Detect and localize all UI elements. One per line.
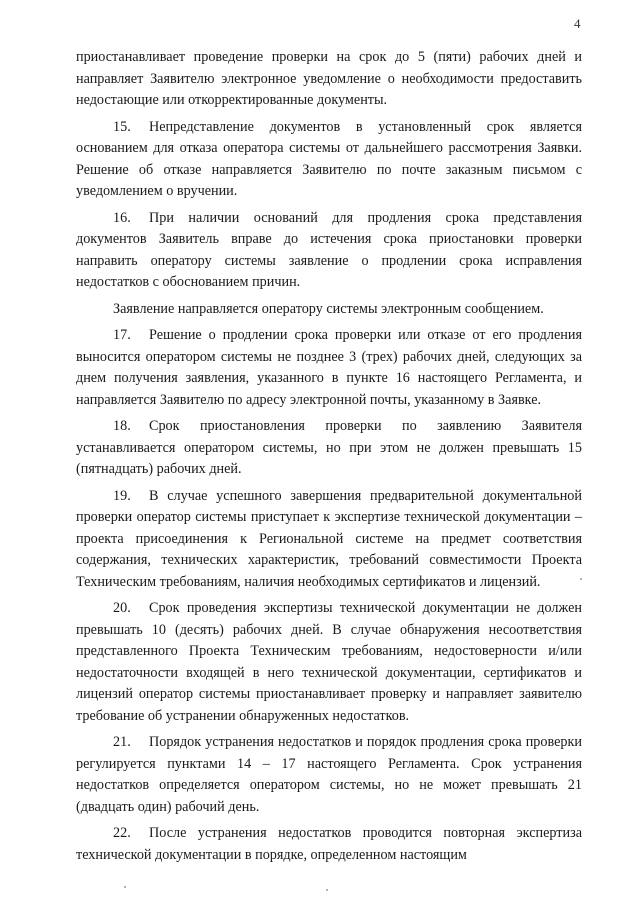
paragraph-text: В случае успешного завершения предварительной документальной проверки оператор системы приступает к экспертизе технической документации – проекта присоединения к Региональной системе на предмет соответствия содержания, технических характеристик, требований совместимости Проекта Техническим требованиям, наличия необходимых сертификатов и лицензий. <box>76 487 582 590</box>
paragraph-number: 15. <box>113 118 131 135</box>
paragraph-text: Порядок устранения недостатков и порядок продления срока проверки регулируется пунктами 14 – 17 настоящего Регламента. Срок устранения недостатков определяется оператором системы, но не может превышать 21 (двадцать один) рабочий день. <box>76 734 582 815</box>
paragraph-text: После устранения недостатков проводится повторная экспертиза технической документации в порядке, определенном настоящим <box>76 825 582 863</box>
paragraph-number: 20. <box>113 600 131 616</box>
scan-speck <box>124 886 126 888</box>
paragraph-text: Заявление направляется оператору системы электронным сообщением. <box>113 300 544 317</box>
paragraph-number: 22. <box>113 825 131 841</box>
scan-speck <box>326 889 328 891</box>
paragraph-18 <box>76 416 582 481</box>
paragraph-16 <box>76 208 582 294</box>
paragraph-number: 19. <box>113 487 131 504</box>
paragraph-text: Решение о продлении срока проверки или отказе от его продления выносится оператором системы не позднее 3 (трех) рабочих дней, следующих за днем получения заявления, указанного в пункте 16 настоящего Регламента, и направляется Заявителю по адресу электронной почты, указанному в Заявке. <box>76 327 582 408</box>
paragraph-text: Срок проведения экспертизы технической документации не должен превышать 10 (десять) рабочих дней. В случае обнаружения несоответствия представленного Проекта Техническим требованиям, недостоверности и/или недостаточности входящей в него технической документации, сертификатов и лицензий оператор системы приостанавливает проверку и направляет заявителю требование об устранении обнаруженных недостатков. <box>76 600 582 724</box>
paragraph-continuation <box>76 47 582 112</box>
paragraph-text: приостанавливает проведение проверки на срок до 5 (пяти) рабочих дней и направляет Заявителю электронное уведомление о необходимости предоставить недостающие или откорректированные документы. <box>76 49 582 108</box>
paragraph-text: При наличии оснований для продления срока представления документов Заявитель вправе до истечения срока приостановки проверки направить оператору системы заявление о продлении срока исправления недостатков с обоснованием причин. <box>76 209 582 290</box>
paragraph-20 <box>76 598 582 727</box>
paragraph-number: 17. <box>113 327 131 343</box>
paragraph-number: 18. <box>113 418 131 434</box>
paragraph-16-note <box>76 299 582 321</box>
paragraph-15 <box>76 117 582 203</box>
paragraph-text: Непредставление документов в установленный срок является основанием для отказа оператора системы от дальнейшего рассмотрения Заявки. Решение об отказе направляется Заявителю по почте заказным письмом с уведомлением о вручении. <box>76 118 582 199</box>
paragraph-21 <box>76 732 582 818</box>
paragraph-22 <box>76 823 582 866</box>
paragraph-19 <box>76 486 582 594</box>
paragraph-17 <box>76 325 582 411</box>
page-number: 4 <box>574 16 581 31</box>
scan-speck <box>580 578 582 580</box>
paragraph-number: 21. <box>113 734 131 750</box>
paragraph-text: Срок приостановления проверки по заявлению Заявителя устанавливается оператором системы, но при этом не должен превышать 15 (пятнадцать) рабочих дней. <box>76 418 582 477</box>
paragraph-number: 16. <box>113 209 131 226</box>
document-body <box>76 47 582 866</box>
